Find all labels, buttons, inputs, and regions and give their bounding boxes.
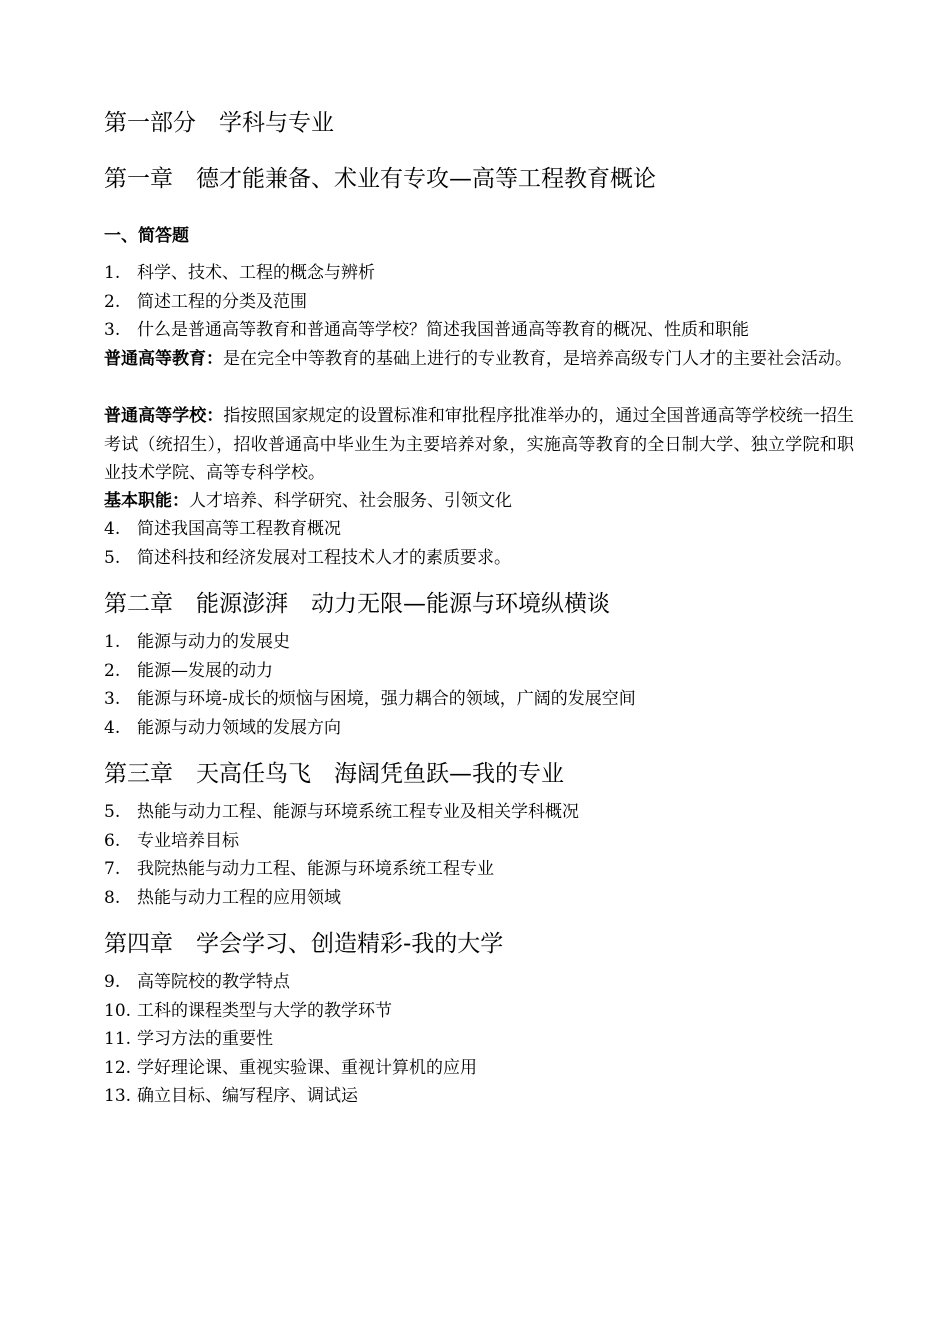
definition-higher-education: 普通高等教育：是在完全中等教育的基础上进行的专业教育，是培养高级专门人才的主要社会活动。 [104, 349, 852, 369]
list-item: 4. 能源与动力领域的发展方向 [104, 718, 341, 738]
list-item: 10. 工科的课程类型与大学的教学环节 [104, 1001, 392, 1021]
list-item: 8. 热能与动力工程的应用领域 [104, 888, 341, 908]
list-item: 11. 学习方法的重要性 [104, 1029, 273, 1049]
list-item: 5. 热能与动力工程、能源与环境系统工程专业及相关学科概况 [104, 802, 579, 822]
chapter-1-title: 第一章 德才能兼备、术业有专攻—高等工程教育概论 [104, 166, 656, 192]
list-item: 2. 简述工程的分类及范围 [104, 292, 307, 312]
definition-basic-functions: 基本职能：人才培养、科学研究、社会服务、引领文化 [104, 491, 512, 511]
list-item: 9. 高等院校的教学特点 [104, 972, 290, 992]
list-item: 4. 简述我国高等工程教育概况 [104, 519, 341, 539]
definition-higher-institution: 普通高等学校：指按照国家规定的设置标准和审批程序批准举办的，通过全国普通高等学校统一招生考试（统招生），招收普通高中毕业生为主要培养对象，实施高等教育的全日制大学、独立学院和职业技术学院、高等专科学校。 [104, 406, 855, 483]
list-item: 12. 学好理论课、重视实验课、重视计算机的应用 [104, 1058, 477, 1078]
chapter-2-title: 第二章 能源澎湃 动力无限—能源与环境纵横谈 [104, 591, 610, 617]
list-item: 5. 简述科技和经济发展对工程技术人才的素质要求。 [104, 548, 511, 568]
list-item: 1. 能源与动力的发展史 [104, 632, 290, 652]
list-item: 2. 能源—发展的动力 [104, 661, 273, 681]
section-heading: 一、简答题 [104, 226, 189, 246]
part-title: 第一部分 学科与专业 [104, 110, 334, 136]
chapter-4-title: 第四章 学会学习、创造精彩-我的大学 [104, 931, 504, 957]
chapter-3-title: 第三章 天高任鸟飞 海阔凭鱼跃—我的专业 [104, 761, 564, 787]
list-item: 3. 什么是普通高等教育和普通高等学校？简述我国普通高等教育的概况、性质和职能 [104, 320, 749, 340]
list-item: 6. 专业培养目标 [104, 831, 239, 851]
list-item: 1. 科学、技术、工程的概念与辨析 [104, 263, 375, 283]
list-item: 7. 我院热能与动力工程、能源与环境系统工程专业 [104, 859, 494, 879]
list-item: 3. 能源与环境-成长的烦恼与困境，强力耦合的领域，广阔的发展空间 [104, 689, 636, 709]
list-item: 13. 确立目标、编写程序、调试运 [104, 1086, 358, 1106]
